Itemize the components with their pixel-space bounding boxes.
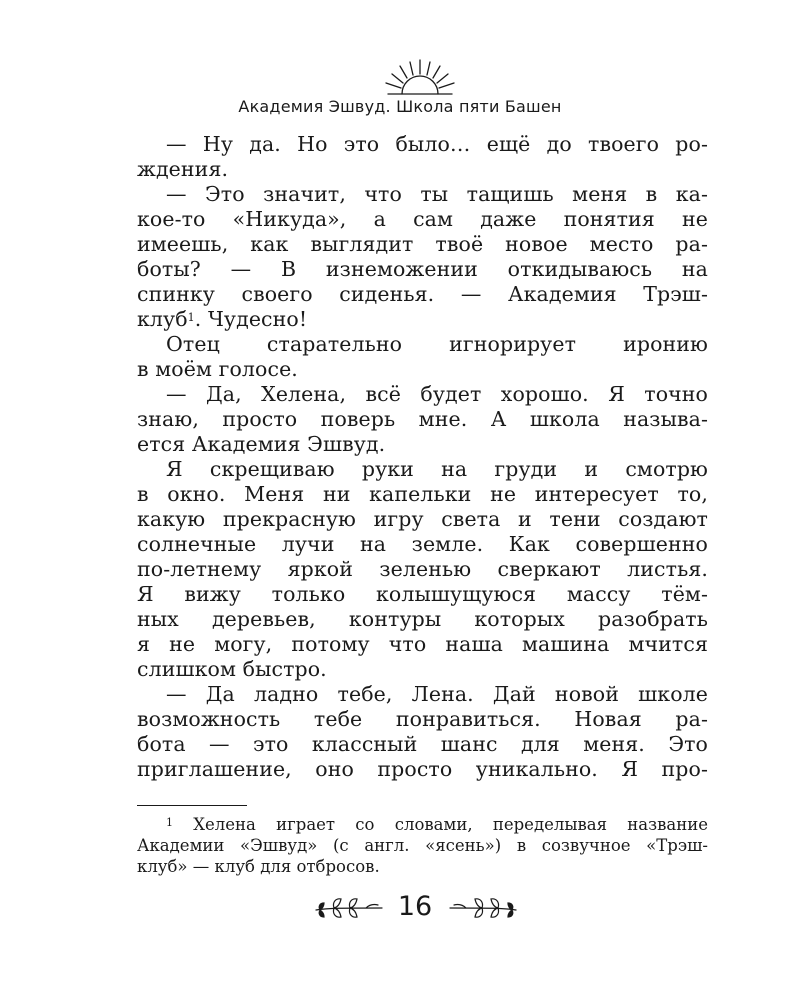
sun-rays-icon xyxy=(380,56,460,98)
text-line: в моём голосе. xyxy=(137,357,298,381)
page-number: 16 xyxy=(397,891,433,922)
text-line: ных деревьев, контуры которых разобрать xyxy=(137,607,708,631)
text-line: знаю, просто поверь мне. А школа называ- xyxy=(137,407,708,431)
text-line: Я вижу только колышущуюся массу тём- xyxy=(137,582,708,606)
text-line: спинку своего сиденья. — Академия Трэш- xyxy=(137,282,708,306)
running-title: Академия Эшвуд. Школа пяти Башен xyxy=(238,97,562,116)
vine-left-icon xyxy=(314,896,384,920)
text-line: какую прекрасную игру света и тени создают xyxy=(137,507,708,531)
text-line: по-летнему яркой зеленью сверкают листья. xyxy=(137,557,708,581)
text-line: — Это значит, что ты тащишь меня в ка- xyxy=(166,182,708,206)
footnote-reference[interactable]: 1 xyxy=(187,311,195,324)
page-footer xyxy=(0,888,800,928)
text-line: — Ну да. Но это было… ещё до твоего ро- xyxy=(166,132,708,156)
footnote-text: Хелена играет со словами, переделывая название xyxy=(193,815,708,834)
footnote xyxy=(137,814,708,877)
text-line: Отец старательно игнорирует иронию xyxy=(166,332,708,356)
footnote-line: Академии «Эшвуд» (с англ. «ясень») в созвучное «Трэш- xyxy=(137,836,708,855)
text-line: ждения. xyxy=(137,157,229,181)
text-line: я не могу, потому что наша машина мчится xyxy=(137,632,708,656)
text-line: приглашение, оно просто уникально. Я про- xyxy=(137,757,708,781)
text-line: боты? — В изнеможении откидываюсь на xyxy=(137,257,708,281)
text-line: — Да ладно тебе, Лена. Дай новой школе xyxy=(166,682,708,706)
text-line: ется Академия Эшвуд. xyxy=(137,432,386,456)
text-line-part: Чудесно! xyxy=(201,307,308,331)
text-line-part: . xyxy=(194,307,202,331)
footnote-line: клуб» — клуб для отбросов. xyxy=(137,857,380,876)
text-line: кое-то «Никуда», а сам даже понятия не xyxy=(137,207,708,231)
text-line: солнечные лучи на земле. Как совершенно xyxy=(137,532,708,556)
text-line: бота — это классный шанс для меня. Это xyxy=(137,732,708,756)
footnote-rule xyxy=(137,805,247,806)
body-text xyxy=(137,132,708,782)
vine-right-icon xyxy=(448,896,518,920)
text-line: возможность тебе понравиться. Новая ра- xyxy=(137,707,708,731)
footnote-marker: 1 xyxy=(166,816,173,829)
text-line: — Да, Хелена, всё будет хорошо. Я точно xyxy=(166,382,708,406)
text-line xyxy=(137,307,708,332)
text-line: Я скрещиваю руки на груди и смотрю xyxy=(166,457,708,481)
text-line-part: клуб xyxy=(137,307,188,331)
text-line: в окно. Меня ни капельки не интересует то, xyxy=(137,482,708,506)
text-line: имеешь, как выглядит твоё новое место ра- xyxy=(137,232,708,256)
text-line: слишком быстро. xyxy=(137,657,327,681)
footnote-line xyxy=(137,814,708,835)
